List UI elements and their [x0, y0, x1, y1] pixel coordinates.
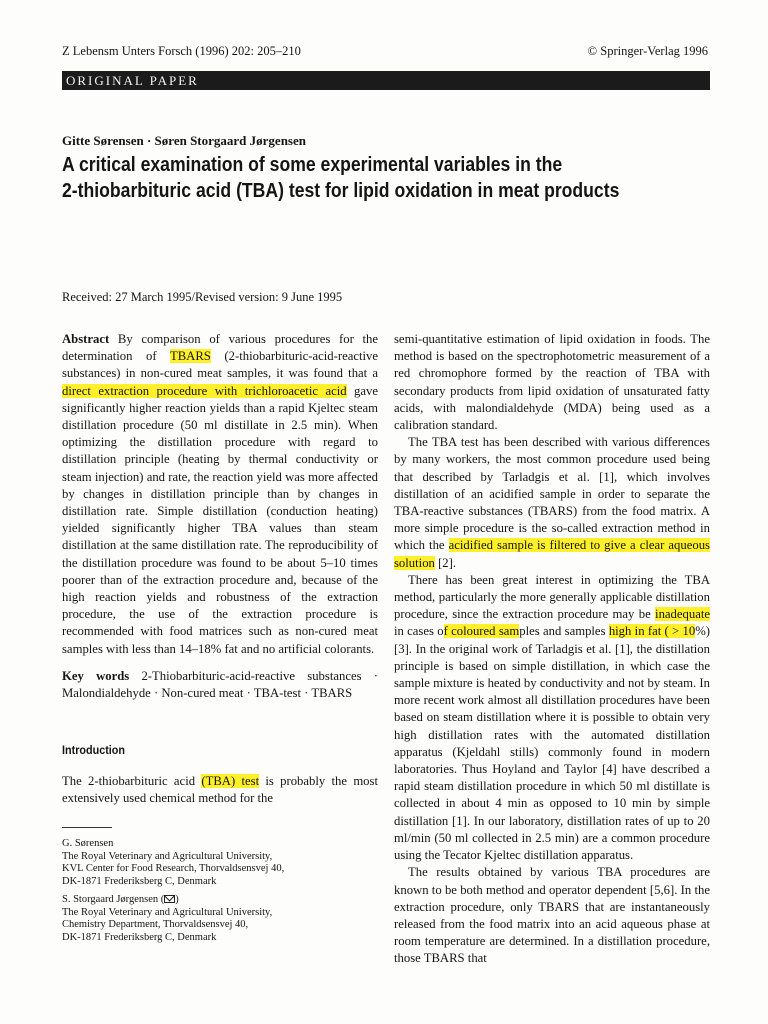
intro-text: The 2-thiobarbituric acid	[62, 774, 202, 788]
authors: Gitte Sørensen · Søren Storgaard Jørgensen	[62, 133, 306, 148]
paragraph-text: %) [3]. In the original work of Tarladgis et al. [1], the distillation principle is based on simple distillation, in which case the sample mixture is heated by conductivity and not by steam. In more recent work almost all distillation procedures have been based on steam distillation where it is possible to obtain very high distillation rates with the automated distillation apparatus (Kjeldahl stills) commonly found in modern laboratories. Thus Hoyland and Taylor [4] have described a rapid steam distillation procedure in which 50 ml distillate is collected in about 4 min as opposed to 10 min by simple distillation [1]. In our laboratory, distillation rates of up to 20 ml/min (50 ml collected in 2.5 min) are a common procedure using the Tecator Kjeltec distillation apparatus.	[394, 624, 711, 863]
journal-citation: Z Lebensm Unters Forsch (1996) 202: 205–210	[62, 44, 301, 58]
affiliation-2	[62, 894, 378, 944]
highlight: high in fat ( > 10	[608, 624, 696, 639]
paragraph-text: in cases o	[394, 624, 444, 639]
copyright-notice: © Springer-Verlag 1996	[587, 44, 708, 58]
abstract-label: Abstract	[62, 332, 110, 346]
affiliation-name-text: S. Storgaard Jørgensen (	[62, 894, 165, 905]
paragraph: The results obtained by various TBA procedures are known to be both method and operator dependent [5,6]. In the extraction procedure, only TBARS that are instantaneously released from the food matrix into an acid aqueous phase at room temperature are determined. In a distillation procedure, those TBARS that	[394, 865, 710, 966]
affiliation-name	[62, 894, 378, 907]
keywords	[62, 668, 378, 702]
envelope-icon	[164, 895, 175, 903]
affiliation-line: Chemistry Department, Thorvaldsensvej 40,	[62, 919, 249, 931]
footnote-rule	[62, 827, 112, 828]
introduction-text	[62, 773, 378, 807]
abstract	[62, 331, 378, 658]
intro-text: is probably the most extensively used chemical method for the	[62, 774, 378, 806]
left-column	[62, 331, 378, 702]
received-dates: Received: 27 March 1995/Revised version: 9 June 1995	[62, 290, 343, 304]
highlight: f coloured sam	[443, 624, 520, 639]
highlight: direct extraction procedure with trichloroacetic acid	[62, 383, 347, 398]
affiliation-name-end: )	[175, 894, 179, 905]
keywords-label: Key words	[62, 668, 130, 683]
paragraph	[394, 572, 710, 864]
paragraph-text: There has been great interest in optimizing the TBA method, particularly the more generally applicable distillation procedure, since the extraction procedure may be	[394, 572, 710, 622]
highlight: TBARS	[169, 349, 211, 364]
affiliation-line: DK-1871 Frederiksberg C, Denmark	[62, 931, 217, 943]
paragraph-text: ples and samples	[519, 624, 609, 639]
affiliation-line: The Royal Veterinary and Agricultural University,	[62, 906, 273, 918]
keywords-text: 2-Thiobarbituric-acid-reactive substances · Malondialdehyde · Non-cured meat · TBA-test · TBARS	[62, 668, 378, 701]
right-column	[394, 331, 710, 968]
highlight: (TBA) test	[201, 774, 260, 788]
affiliation-line: The Royal Veterinary and Agricultural University,	[62, 850, 273, 862]
affiliation-1	[62, 838, 378, 888]
affiliation-line: DK-1871 Frederiksberg C, Denmark	[62, 875, 217, 887]
section-heading-introduction: Introduction	[62, 743, 125, 757]
affiliation-name: G. Sørensen	[62, 838, 114, 849]
paragraph-text: [2].	[434, 555, 457, 570]
section-banner: ORIGINAL PAPER	[62, 71, 710, 90]
title-line-2: 2-thiobarbituric acid (TBA) test for lipid oxidation in meat products	[62, 180, 620, 202]
abstract-text: (2-thiobarbituric-acid-reactive substances) in non-cured meat samples, it was found that a	[62, 349, 378, 381]
paragraph-text: The TBA test has been described with various differences by many workers, the most common procedure used being that described by Tarladgis et al. [1], which involves distillation of an acidified sample in order to separate the TBA-reactive substances (TBARS) from the food matrix. A more simple procedure is the so-called extraction method in which the	[394, 435, 710, 553]
affiliation-line: KVL Center for Food Research, Thorvaldsensvej 40,	[62, 863, 285, 875]
abstract-text: gave significantly higher reaction yields than a rapid Kjeltec steam distillation procedure (50 ml distillate in 2.5 min). When optimizing the distillation procedure with regard to distillation principle (heating by thermal conductivity or steam injection) and rate, the reaction yield was more affected by changes in distillation principle than by changes in distillation rate. Simple distillation (conduction heating) yielded significantly higher TBA values than steam distillation at the same distillation rate. The reproducibility of the distillation procedure was found to be about 5–10 times poorer than of the extraction procedure and, because of the high reaction yields and robustness of the extraction procedure, the use of the extraction procedure is recommended with food matrices such as non-cured meat samples with less than 14–18% fat and no artificial colorants.	[62, 383, 379, 656]
paper-title	[62, 152, 632, 204]
paragraph: semi-quantitative estimation of lipid oxidation in foods. The method is based on the spectrophotometric measurement of a red chromophore formed by the reaction of TBA with secondary products from lipid oxidation of unsaturated fatty acids, with malondialdehyde (MDA) being used as a calibration standard.	[394, 332, 710, 433]
abstract-text: By comparison of various procedures for the determination of	[62, 332, 378, 364]
highlight: inadequate	[655, 607, 710, 622]
highlight: acidified sample is filtered to give a clear aqueous solution	[394, 538, 710, 570]
paragraph	[394, 434, 710, 572]
title-line-1: A critical examination of some experimental variables in the	[62, 154, 563, 176]
